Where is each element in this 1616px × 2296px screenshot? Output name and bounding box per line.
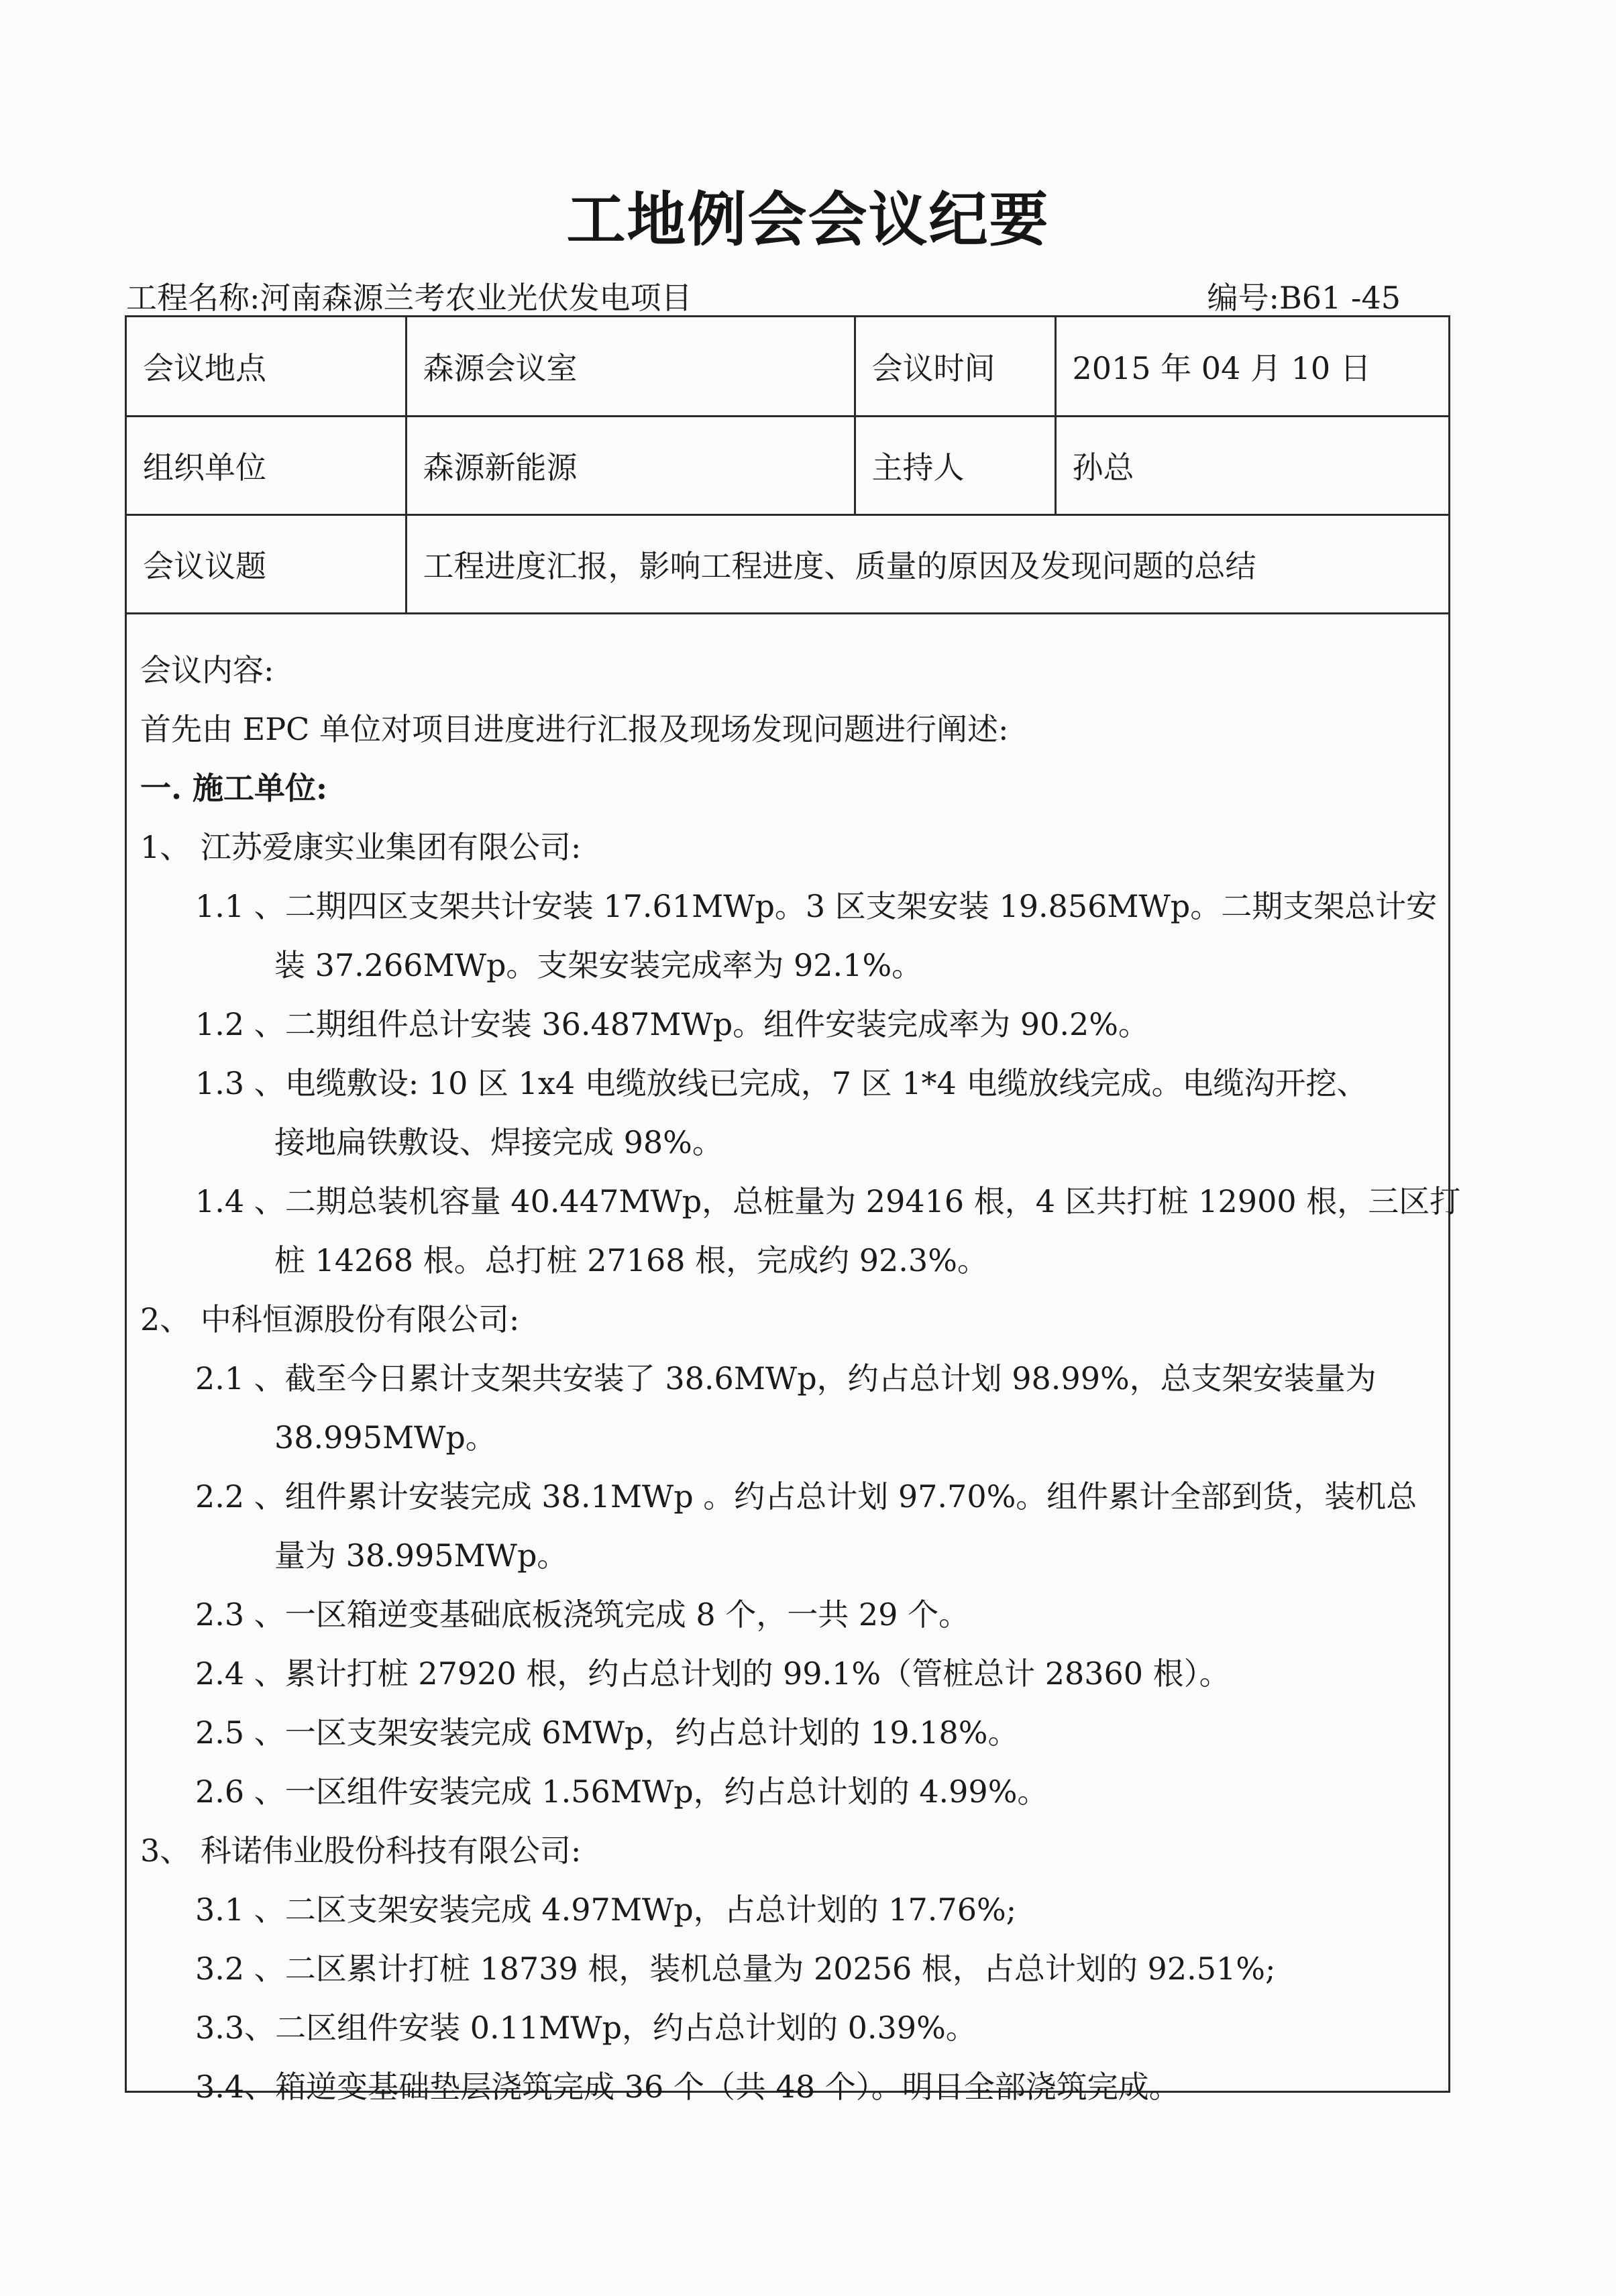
table-row xyxy=(127,317,1448,416)
table-row xyxy=(127,514,1448,613)
list-item: 2.2 、组件累计安装完成 38.1MWp 。约占总计划 97.70%。组件累计全部到货，装机总 xyxy=(195,1478,1417,1515)
list-item-continued: 装 37.266MWp。支架安装完成率为 92.1%。 xyxy=(274,947,923,983)
host-value: 孙总 xyxy=(1055,416,1448,514)
document-number: 编号:B61 -45 xyxy=(1207,280,1401,316)
document-title: 工地例会会议纪要 xyxy=(566,185,1050,254)
organizer-label: 组织单位 xyxy=(127,416,406,514)
section-heading: 一. 施工单位: xyxy=(140,770,328,806)
list-item: 1.4 、二期总装机容量 40.447MWp，总桩量为 29416 根，4 区共打桩 12900 根，三区打 xyxy=(195,1183,1461,1219)
list-item: 3.3、二区组件安装 0.11MWp，约占总计划的 0.39%。 xyxy=(195,2010,977,2046)
content-heading: 会议内容: xyxy=(140,652,274,688)
contractor-heading: 3、 科诺伟业股份科技有限公司: xyxy=(140,1833,582,1869)
list-item: 2.5 、一区支架安装完成 6MWp，约占总计划的 19.18%。 xyxy=(195,1714,1019,1751)
list-item: 2.4 、累计打桩 27920 根，约占总计划的 99.1%（管桩总计 28360 根）。 xyxy=(195,1655,1230,1692)
list-item: 2.3 、一区箱逆变基础底板浇筑完成 8 个，一共 29 个。 xyxy=(195,1596,970,1633)
list-item-continued: 38.995MWp。 xyxy=(274,1419,496,1456)
intro-paragraph: 首先由 EPC 单位对项目进度进行汇报及现场发现问题进行阐述: xyxy=(140,711,1009,747)
list-item: 2.1 、截至今日累计支架共安装了 38.6MWp，约占总计划 98.99%，总支架安装量为 xyxy=(195,1360,1377,1397)
list-item-continued: 接地扁铁敷设、焊接完成 98%。 xyxy=(274,1124,723,1160)
list-item: 1.3 、电缆敷设: 10 区 1x4 电缆放线已完成，7 区 1*4 电缆放线完成。电缆沟开挖、 xyxy=(195,1065,1368,1101)
list-item: 1.1 、二期四区支架共计安装 17.61MWp。3 区支架安装 19.856MWp。二期支架总计安 xyxy=(195,888,1438,924)
host-label: 主持人 xyxy=(855,416,1055,514)
location-label: 会议地点 xyxy=(127,317,406,416)
meeting-info-table xyxy=(127,317,1448,614)
location-value: 森源会议室 xyxy=(406,317,855,416)
time-value: 2015 年 04 月 10 日 xyxy=(1055,317,1448,416)
table-row xyxy=(127,416,1448,514)
contractor-heading: 2、 中科恒源股份有限公司: xyxy=(140,1301,520,1337)
list-item-continued: 桩 14268 根。总打桩 27168 根，完成约 92.3%。 xyxy=(274,1242,988,1278)
project-name: 工程名称:河南森源兰考农业光伏发电项目 xyxy=(126,280,692,316)
list-item: 3.2 、二区累计打桩 18739 根，装机总量为 20256 根，占总计划的 92.51%; xyxy=(195,1951,1276,1987)
contractor-heading: 1、 江苏爱康实业集团有限公司: xyxy=(140,829,582,865)
list-item-continued: 量为 38.995MWp。 xyxy=(274,1537,568,1574)
list-item: 2.6 、一区组件安装完成 1.56MWp，约占总计划的 4.99%。 xyxy=(195,1773,1048,1810)
document-header xyxy=(126,274,1401,321)
organizer-value: 森源新能源 xyxy=(406,416,855,514)
list-item: 1.2 、二期组件总计安装 36.487MWp。组件安装完成率为 90.2%。 xyxy=(195,1006,1149,1042)
list-item: 3.1 、二区支架安装完成 4.97MWp，占总计划的 17.76%; xyxy=(195,1892,1017,1928)
time-label: 会议时间 xyxy=(855,317,1055,416)
minutes-frame xyxy=(125,315,1461,2105)
topic-value: 工程进度汇报，影响工程进度、质量的原因及发现问题的总结 xyxy=(406,514,1448,613)
topic-label: 会议议题 xyxy=(127,514,406,613)
list-item: 3.4、箱逆变基础垫层浇筑完成 36 个（共 48 个）。明日全部浇筑完成。 xyxy=(195,2069,1180,2105)
